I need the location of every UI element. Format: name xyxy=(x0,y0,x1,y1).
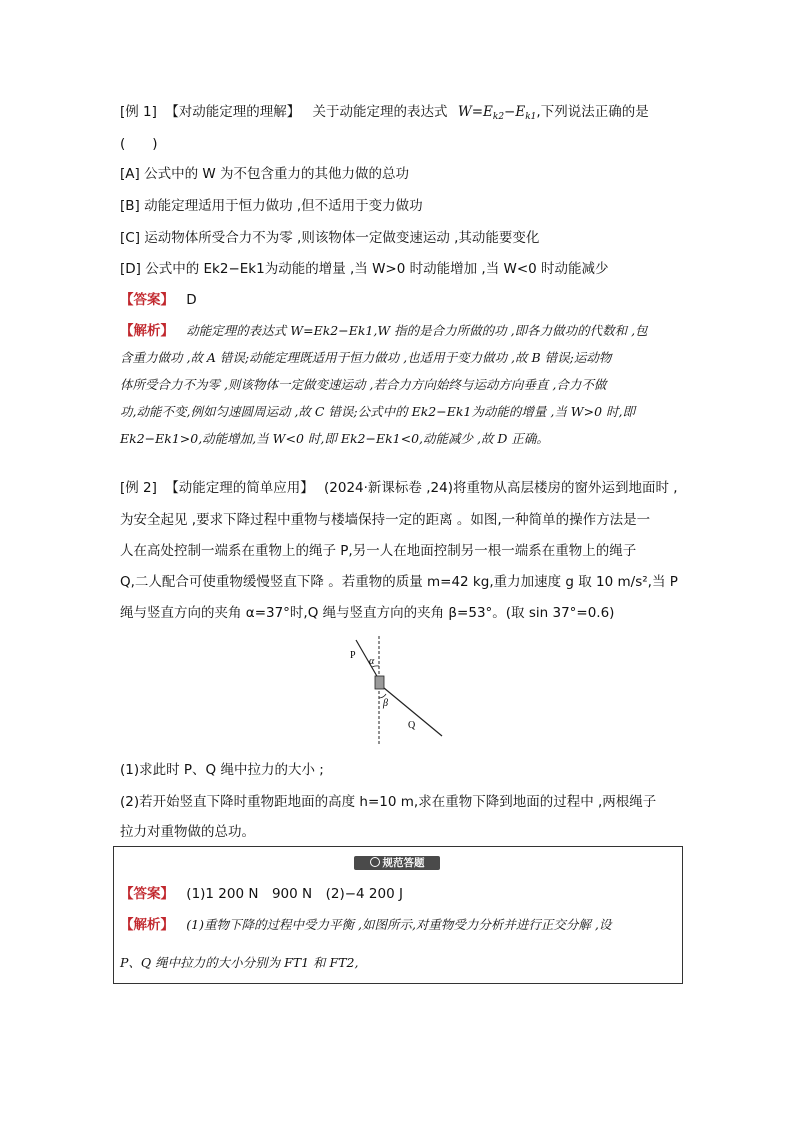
example2-text: (2024·新课标卷 ,24)将重物从高层楼房的窗外运到地面时 , xyxy=(324,480,678,496)
example2-line-4: Q,二人配合可使重物缓慢竖直下降 。若重物的质量 m=42 kg,重力加速度 g 取 10 m/s²,当 P xyxy=(120,574,678,590)
rope-p xyxy=(356,640,378,678)
question-2: (2)若开始竖直下降时重物距地面的高度 h=10 m,求在重物下降到地面的过程中 ,两根绳子 xyxy=(120,794,657,810)
example1-answer xyxy=(120,290,197,310)
example2-answer xyxy=(120,884,403,904)
answer-label: 【答案】 xyxy=(120,292,174,308)
example1-analysis-1 xyxy=(120,321,648,341)
option-key: [B] xyxy=(120,198,140,214)
example2-line-3: 人在高处控制一端系在重物上的绳子 P,另一人在地面控制另一根一端系在重物上的绳子 xyxy=(120,543,637,559)
example1-stem-pre: 关于动能定理的表达式 xyxy=(312,104,448,120)
question-2-cont: 拉力对重物做的总功。 xyxy=(120,824,255,840)
question-1: (1)求此时 P、Q 绳中拉力的大小 ; xyxy=(120,762,324,778)
option-key: [D] xyxy=(120,261,141,277)
analysis-label: 【解析】 xyxy=(120,917,174,933)
option-text: 运动物体所受合力不为零 ,则该物体一定做变速运动 ,其动能要变化 xyxy=(144,230,540,246)
option-text: 公式中的 Ek2−Ek1为动能的增量 ,当 W>0 时动能增加 ,当 W<0 时动能减少 xyxy=(145,261,609,277)
badge-icon xyxy=(370,857,380,867)
example1-stem-post: ,下列说法正确的是 xyxy=(536,104,649,120)
option-key: [C] xyxy=(120,230,140,246)
label-alpha: α xyxy=(369,656,375,667)
example2-analysis-1 xyxy=(120,915,611,935)
option-text: 动能定理适用于恒力做功 ,但不适用于变力做功 xyxy=(144,198,423,214)
option-c xyxy=(120,228,539,248)
example2-line-5: 绳与竖直方向的夹角 α=37°时,Q 绳与竖直方向的夹角 β=53°。(取 sin 37°=0.6) xyxy=(120,605,615,621)
analysis-label: 【解析】 xyxy=(120,323,174,339)
example1-analysis-5: Ek2−Ek1>0,动能增加,当 W<0 时,即 Ek2−Ek1<0,动能减少 ,故 D 正确。 xyxy=(120,431,549,446)
example2-line-2: 为安全起见 ,要求下降过程中重物与楼墙保持一定的距离 。如图,一种简单的操作方法是一 xyxy=(120,512,651,528)
analysis-text: 动能定理的表达式 W=Ek2−Ek1,W 指的是合力所做的功 ,即各力做功的代数和 ,包 xyxy=(186,323,648,338)
analysis-text: (1)重物下降的过程中受力平衡 ,如图所示,对重物受力分析并进行正交分解 ,设 xyxy=(186,917,612,932)
example2-analysis-2: P、Q 绳中拉力的大小分别为 FT1 和 FT2, xyxy=(120,955,359,970)
example1-tag: 【对动能定理的理解】 xyxy=(165,104,301,120)
badge-standard-answer xyxy=(354,856,440,870)
example1-stem xyxy=(120,102,649,127)
option-a xyxy=(120,164,409,184)
option-key: [A] xyxy=(120,166,140,182)
label-p: P xyxy=(350,650,356,661)
answer-value: D xyxy=(186,292,197,308)
answer-value: (1)1 200 N 900 N (2)−4 200 J xyxy=(186,886,403,902)
example1-analysis-3: 体所受合力不为零 ,则该物体一定做变速运动 ,若合力方向始终与运动方向垂直 ,合力不做 xyxy=(120,377,607,392)
example1-analysis-2: 含重力做功 ,故 A 错误;动能定理既适用于恒力做功 ,也适用于变力做功 ,故 B 错误;运动物 xyxy=(120,350,612,365)
label-beta: β xyxy=(383,698,388,709)
option-d xyxy=(120,259,609,279)
example2-line-1 xyxy=(120,478,678,498)
option-text: 公式中的 W 为不包含重力的其他力做的总功 xyxy=(144,166,410,182)
formula: $W=E_{k2}-E_{k1}$ xyxy=(457,104,537,122)
label-q: Q xyxy=(408,720,416,731)
example1-analysis-4: 功,动能不变,例如匀速圆周运动 ,故 C 错误;公式中的 Ek2−Ek1为动能的增量 ,当 W>0 时,即 xyxy=(120,404,636,419)
rope-diagram xyxy=(336,636,450,744)
example2-label: [例 2] xyxy=(120,480,157,496)
option-b xyxy=(120,196,423,216)
example2-tag: 【动能定理的简单应用】 xyxy=(165,480,314,496)
weight-block xyxy=(375,676,384,689)
example1-label: [例 1] xyxy=(120,104,157,120)
badge-label: 规范答题 xyxy=(382,857,425,869)
example1-paren: ( ) xyxy=(120,136,158,152)
answer-label: 【答案】 xyxy=(120,886,174,902)
